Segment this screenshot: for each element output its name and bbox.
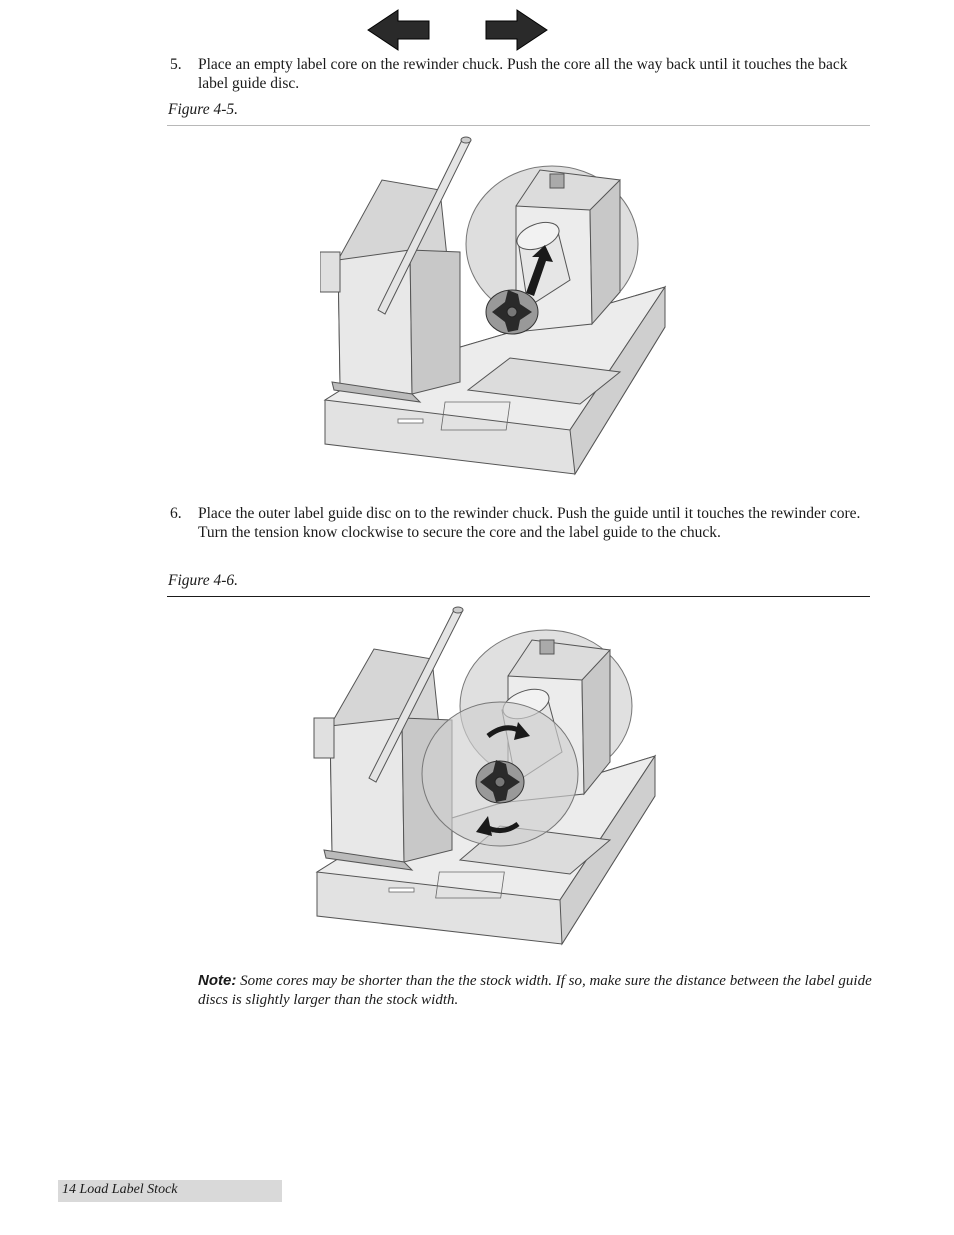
note-label: Note: <box>198 972 237 989</box>
footer-text: 14 Load Label Stock <box>62 1182 178 1197</box>
step-text: Place an empty label core on the rewinder chuck. Push the core all the way back until it touches the back label guide disc. <box>198 56 848 92</box>
note-text: Some cores may be shorter than the the stock width. If so, make sure the distance between the label guide discs is slightly larger than the stock width. <box>198 973 872 1008</box>
right-arrow-icon[interactable] <box>483 9 549 51</box>
step-text: Place the outer label guide disc on to the rewinder chuck. Push the guide until it touches the rewinder core. Turn the tension know clockwise to secure the core and the label guide to the chuck. <box>198 505 861 541</box>
divider <box>167 125 870 126</box>
rewinder-figure-illustration <box>320 132 670 477</box>
figure-caption: Figure 4-6. <box>168 572 239 589</box>
note <box>198 971 878 1010</box>
step-number: 6. <box>170 505 182 522</box>
rewinder-figure-illustration <box>312 604 664 946</box>
page-footer <box>58 1180 282 1202</box>
left-arrow-icon[interactable] <box>366 9 432 51</box>
step-5 <box>170 55 870 93</box>
divider <box>167 596 870 597</box>
step-number: 5. <box>170 56 182 73</box>
step-6 <box>170 504 870 542</box>
figure-caption: Figure 4-5. <box>168 101 239 118</box>
